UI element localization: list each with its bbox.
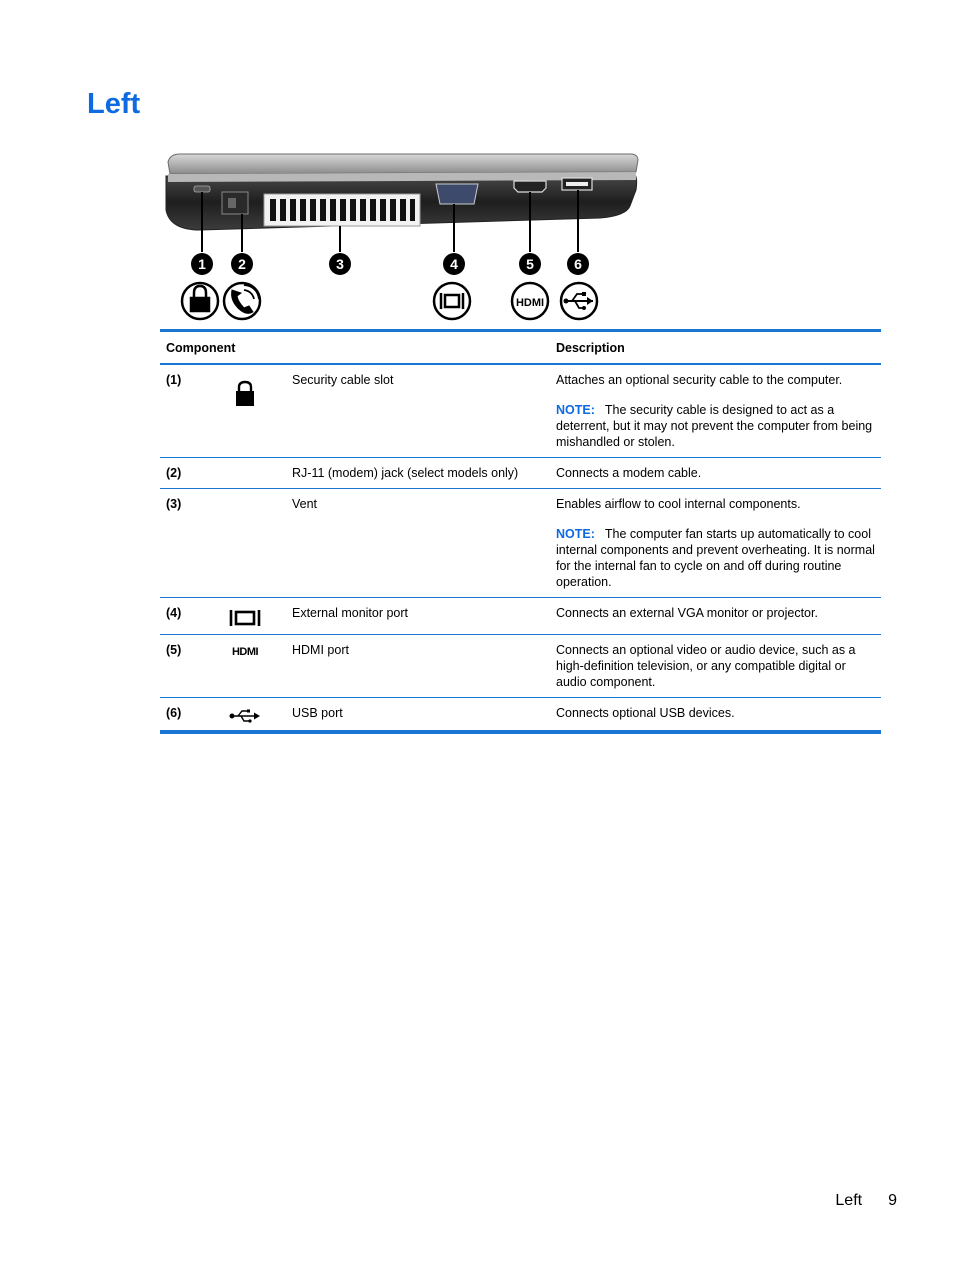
table-row	[160, 698, 881, 733]
row-icon-cell	[204, 698, 286, 733]
laptop-left-side-figure	[160, 150, 640, 325]
svg-text:1: 1	[198, 256, 206, 272]
usb-icon	[561, 283, 597, 319]
lock-icon	[235, 380, 255, 408]
usb-icon	[229, 709, 261, 723]
row-description: Attaches an optional security cable to the computer.	[556, 373, 843, 387]
callout-2	[231, 253, 253, 275]
row-component: Security cable slot	[286, 364, 550, 458]
row-description: Enables airflow to cool internal components.	[556, 497, 801, 511]
page-footer	[835, 1192, 897, 1210]
note-label: NOTE:	[556, 527, 595, 541]
row-component: RJ-11 (modem) jack (select models only)	[286, 458, 550, 489]
svg-text:HDMI: HDMI	[515, 297, 545, 309]
svg-text:6: 6	[574, 256, 582, 272]
footer-page-number: 9	[888, 1192, 897, 1209]
note-text: The security cable is designed to act as a deterrent, but it may not prevent the computer from being mishandled or stolen.	[556, 403, 873, 449]
lock-icon	[182, 283, 218, 319]
table-header-row	[160, 331, 881, 365]
table-row	[160, 458, 881, 489]
note-label: NOTE:	[556, 403, 595, 417]
row-component: External monitor port	[286, 598, 550, 635]
monitor-icon	[434, 283, 470, 319]
footer-section: Left	[835, 1192, 863, 1209]
row-description: Connects an external VGA monitor or projector.	[550, 598, 881, 635]
note-block	[556, 402, 875, 450]
row-description-cell	[550, 364, 881, 458]
header-component: Component	[160, 331, 550, 365]
hdmi-port	[514, 181, 546, 192]
table-row	[160, 364, 881, 458]
row-number: (6)	[166, 706, 182, 720]
row-description: Connects optional USB devices.	[556, 706, 735, 720]
note-text: The computer fan starts up automatically to cool internal components and prevent overheating. It is normal for the internal fan to cycle on and off during routine operation.	[556, 527, 875, 589]
row-component: Vent	[286, 489, 550, 598]
security-slot	[194, 186, 210, 192]
row-number: (3)	[160, 489, 204, 598]
vga-port	[436, 184, 478, 204]
laptop-lid	[168, 154, 638, 174]
row-icon-cell	[204, 635, 286, 698]
header-description: Description	[550, 331, 881, 365]
svg-text:2: 2	[238, 256, 246, 272]
modem-icon	[224, 283, 260, 319]
row-description-cell	[550, 489, 881, 598]
row-number: (1)	[160, 364, 204, 458]
row-description: Connects an optional video or audio device, such as a high-definition television, or any compatible digital or audio component.	[550, 635, 881, 698]
table-row	[160, 489, 881, 598]
hdmi-icon	[512, 283, 548, 319]
row-icon-cell	[204, 598, 286, 635]
callout-5	[519, 253, 541, 275]
row-component: HDMI port	[286, 635, 550, 698]
table-row	[160, 635, 881, 698]
row-number: (4)	[160, 598, 204, 635]
row-component: USB port	[292, 706, 343, 720]
row-icon-cell	[204, 458, 286, 489]
row-number: (5)	[160, 635, 204, 698]
svg-text:5: 5	[526, 256, 534, 272]
row-icon-cell	[204, 364, 286, 458]
monitor-icon	[229, 609, 261, 627]
callout-1	[191, 253, 213, 275]
row-icon-cell	[204, 489, 286, 598]
svg-text:3: 3	[336, 256, 344, 272]
row-description: Connects a modem cable.	[550, 458, 881, 489]
callout-6	[567, 253, 589, 275]
callout-4	[443, 253, 465, 275]
row-number: (2)	[160, 458, 204, 489]
hdmi-icon: HDMI	[231, 646, 259, 658]
svg-text:4: 4	[450, 256, 458, 272]
table-row	[160, 598, 881, 635]
laptop-illustration	[160, 150, 640, 325]
callout-3	[329, 253, 351, 275]
page-title: Left	[87, 88, 141, 120]
components-table	[160, 329, 881, 734]
note-block	[556, 526, 875, 590]
